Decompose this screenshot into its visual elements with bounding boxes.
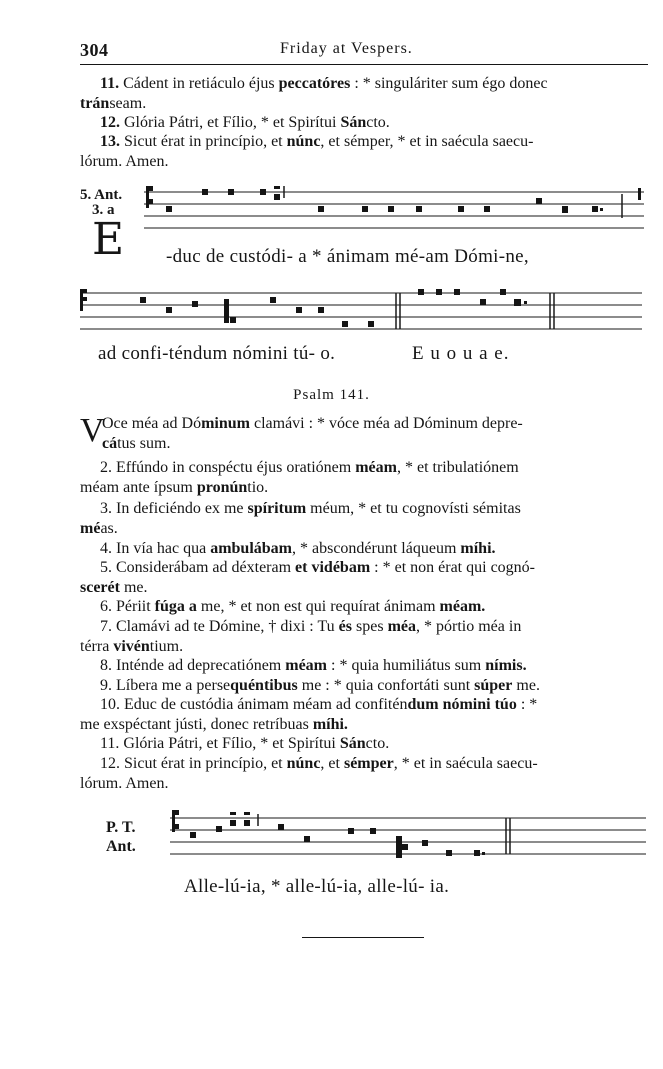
pt-lyrics: Alle-lú-ia, * alle-lú-ia, alle-lú- ia.	[184, 876, 450, 897]
psalm-verse-12: 12. Sicut érat in princípio, et núnc, et sémper, * et in saécula saecu- lórum. Amen.	[80, 755, 538, 792]
lyrics-line-1: -duc de custódi- a * ánimam mé-am Dómi-ne,	[166, 246, 529, 267]
psalm-verse-1: V Oce méa ad Dóminum clamávi : * vóce méa ad Dóminum depre- cátus sum.	[80, 412, 523, 452]
end-rule	[302, 937, 424, 938]
psalm-verse-4: 4. In vía hac qua ambulábam, * abscondérunt láqueum míhi.	[100, 540, 496, 557]
psalm-verse-10: 10. Educ de custódia ánimam méam ad confiténdum nómini túo : * me exspéctant jústi, donec retríbuas míhi.	[80, 696, 538, 733]
page-number: 304	[80, 40, 109, 60]
pt-antiphon-label: P. T. Ant.	[106, 819, 136, 855]
psalm-verse-6: 6. Périit fúga a me, * et non est qui requírat ánimam méam.	[100, 598, 486, 615]
verse-13: 13. Sicut érat in princípio, et núnc, et sémper, * et in saécula saecu- lórum. Amen.	[80, 133, 534, 170]
psalm-verse-7: 7. Clamávi ad te Dómine, † dixi : Tu és spes méa, * pórtio méa in térra vivéntium.	[80, 618, 522, 655]
psalm-verse-3: 3. In deficiéndo ex me spíritum méum, * et tu cognovísti sémitas méas.	[80, 500, 521, 537]
verse-11: 11. Cádent in retiáculo éjus peccatóres : * singuláriter sum égo donec tránseam.	[80, 75, 548, 112]
lyrics-line-2: ad confi-téndum nómini tú- o.	[98, 343, 336, 364]
psalm-verse-5: 5. Considerábam ad déxteram et vidébam : * et non érat qui cognó- scerét me.	[80, 559, 535, 596]
music-staff-3	[170, 810, 648, 862]
header-rule	[80, 64, 648, 65]
psalm-verse-9: 9. Líbera me a persequéntibus me : * quia confortáti sunt súper me.	[100, 677, 540, 694]
psalm-verse-11: 11. Glória Pátri, et Fílio, * et Spirítui Sáncto.	[100, 735, 390, 752]
psalm-verse-8: 8. Inténde ad deprecatiónem méam : * quia humiliátus sum nímis.	[100, 657, 527, 674]
antiphon-label: 5. Ant. 3. a	[80, 187, 123, 218]
verse-12: 12. Glória Pátri, et Fílio, * et Spirítui Sáncto.	[100, 114, 390, 131]
running-title: Friday at Vespers.	[280, 40, 413, 57]
running-head	[80, 40, 648, 62]
psalm-heading: Psalm 141.	[293, 387, 370, 403]
initial-letter-e: E	[92, 214, 125, 265]
psalm-verse-2: 2. Effúndo in conspéctu éjus oratiónem méam, * et tribulatiónem méam ante ípsum pronúntio.	[80, 459, 519, 496]
music-staff-1	[144, 186, 648, 238]
music-staff-2	[80, 287, 644, 333]
euouae: E u o u a e.	[412, 343, 510, 364]
